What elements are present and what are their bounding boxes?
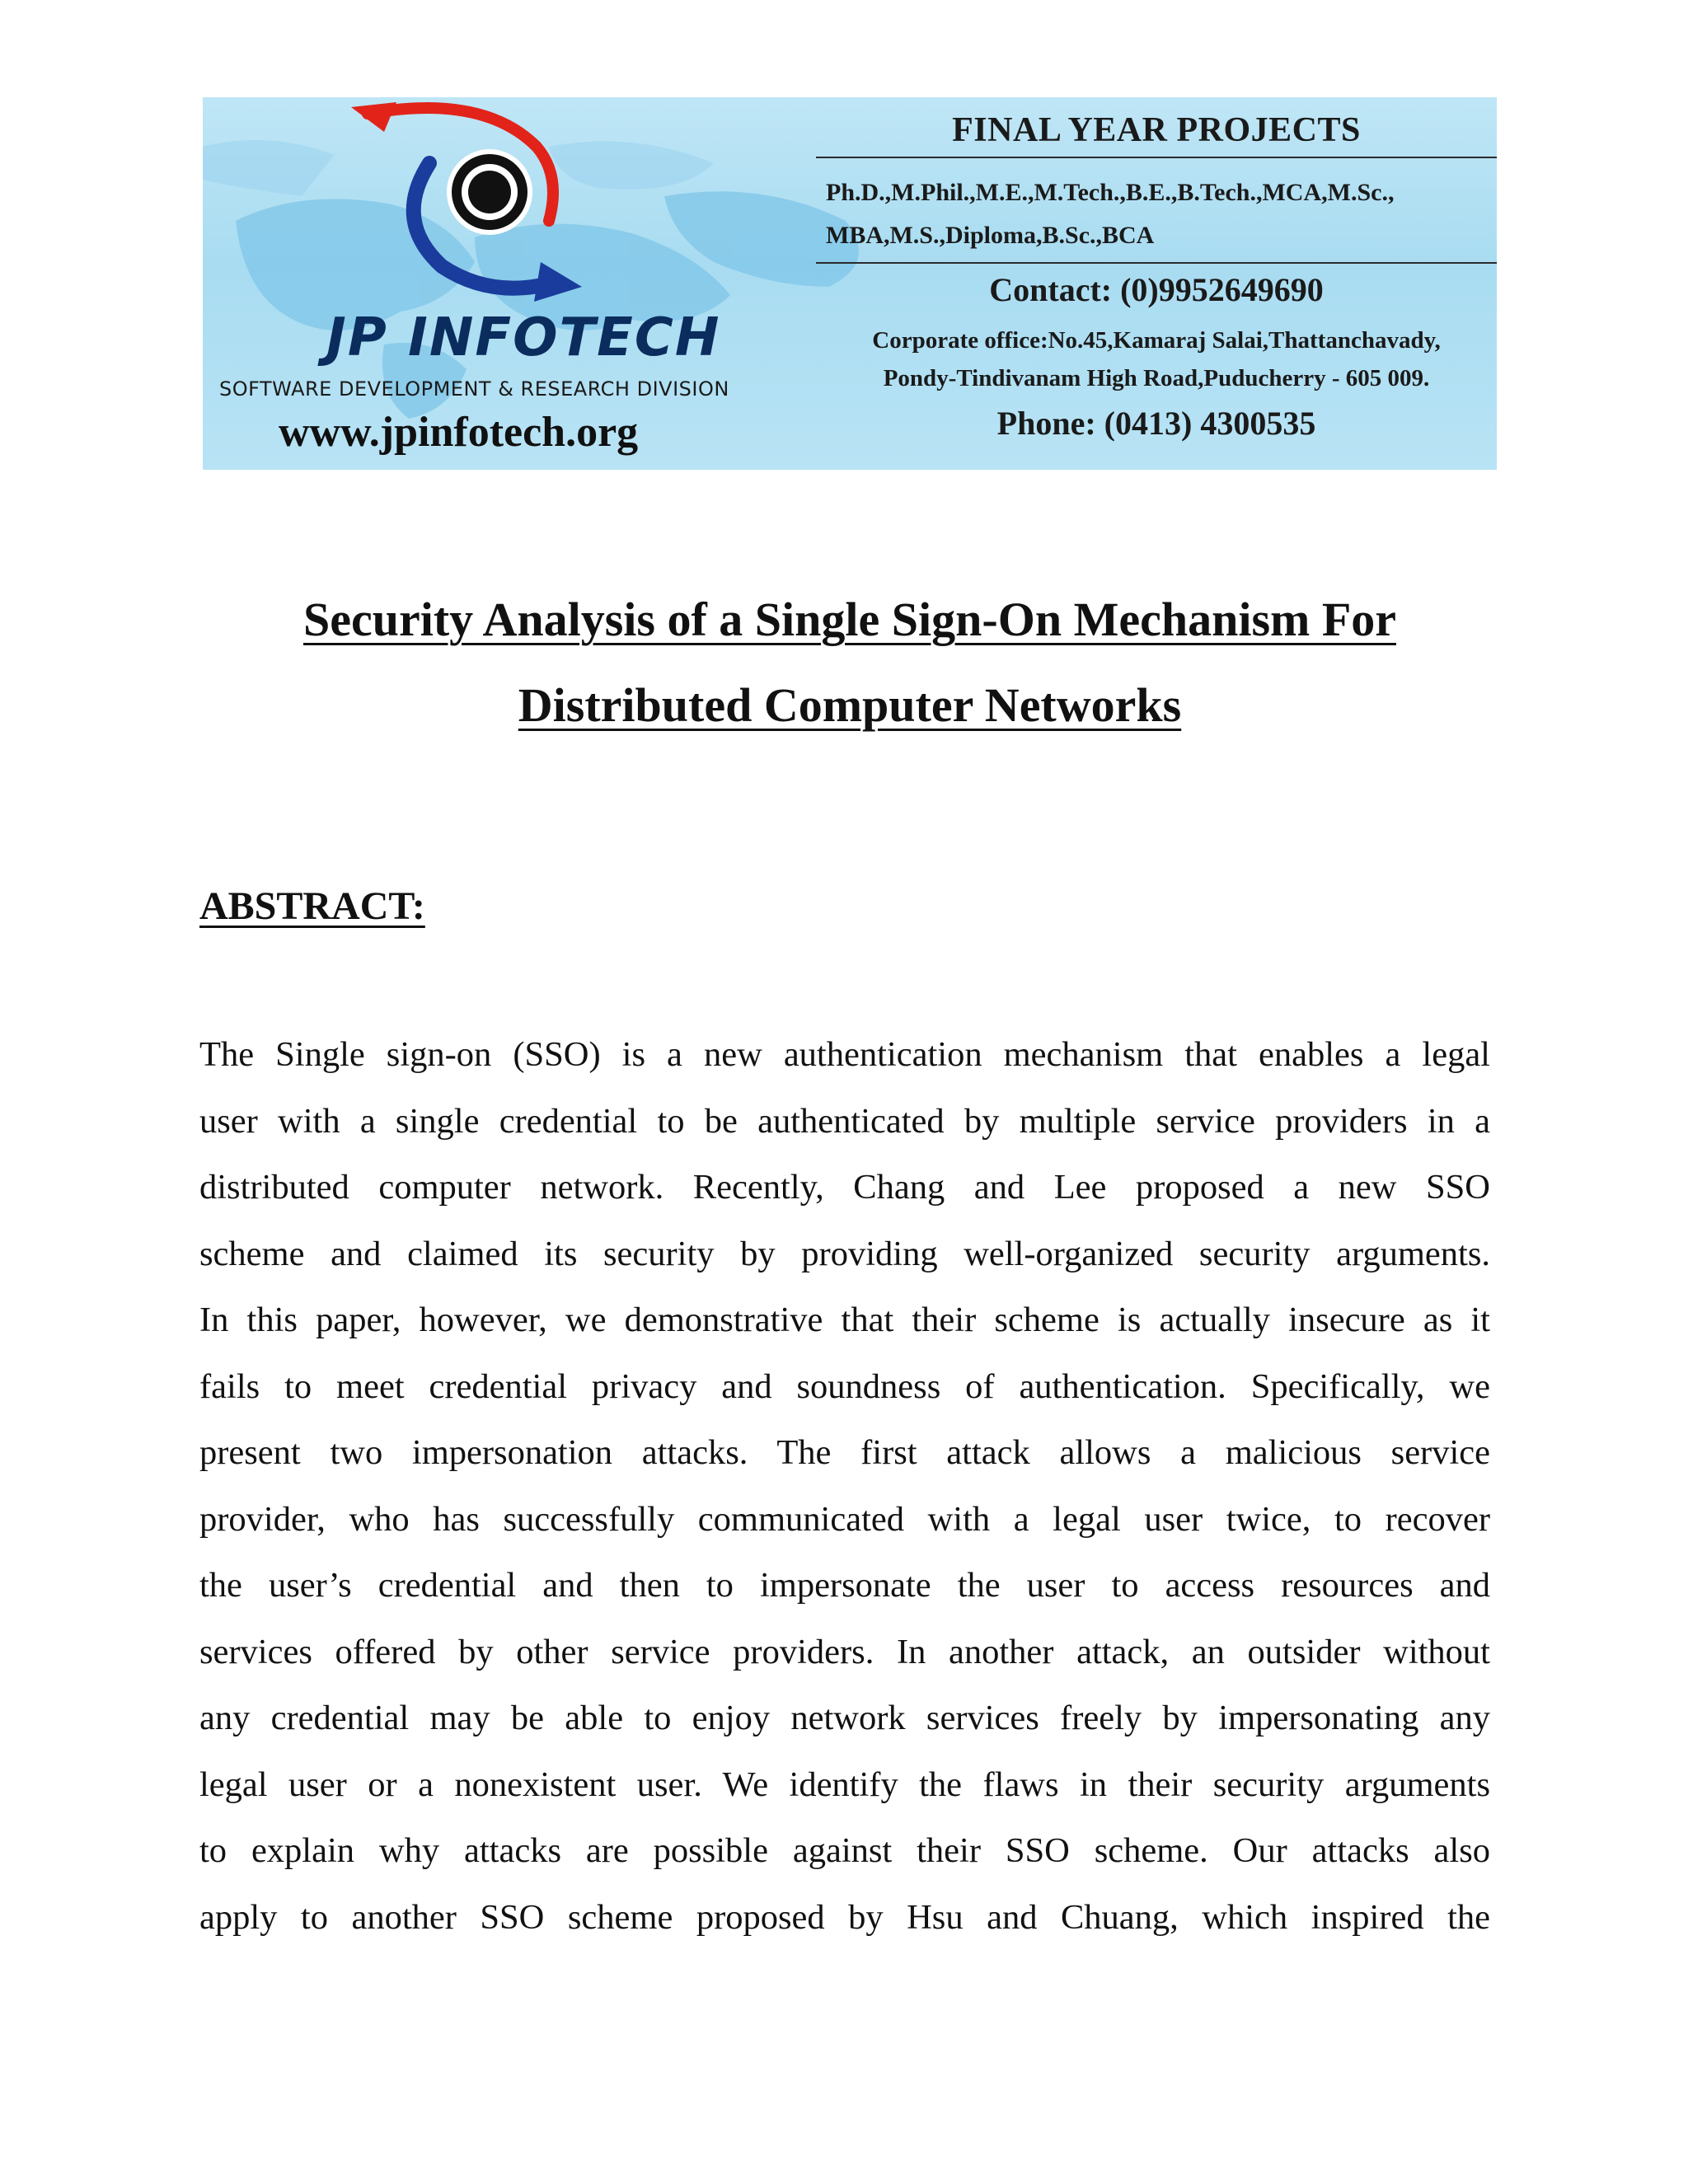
degrees-line: MBA,M.S.,Diploma,B.Sc.,BCA [826, 222, 1155, 249]
banner-contact-panel [816, 97, 1497, 470]
abstract-body [199, 1022, 1490, 1951]
abstract-line: legal user or a nonexistent user. We identify the flaws in their security arguments [199, 1765, 1490, 1804]
eye-logo-icon [318, 97, 615, 312]
abstract-line: the user’s credential and then to impersonate the user to access resources and [199, 1566, 1490, 1605]
header-banner [203, 97, 1497, 470]
banner-divider [816, 262, 1497, 264]
abstract-line: services offered by other service providers. In another attack, an outsider without [199, 1632, 1490, 1671]
banner-degrees [826, 171, 1394, 257]
abstract-line: scheme and claimed its security by providing well-organized security arguments. [199, 1234, 1490, 1273]
abstract-line: apply to another SSO scheme proposed by Hsu and Chuang, which inspired the [199, 1897, 1490, 1937]
degrees-line: Ph.D.,M.Phil.,M.E.,M.Tech.,B.E.,B.Tech.,MCA,M.Sc., [826, 179, 1395, 206]
abstract-line: fails to meet credential privacy and soundness of authentication. Specifically, we [199, 1366, 1490, 1406]
abstract-line: any credential may be able to enjoy network services freely by impersonating any [199, 1699, 1490, 1737]
banner-address [816, 321, 1497, 397]
brand-subtitle: SOFTWARE DEVELOPMENT & RESEARCH DIVISION [219, 377, 729, 401]
banner-heading: FINAL YEAR PROJECTS [952, 111, 1361, 149]
title-line: Security Analysis of a Single Sign-On Mechanism For [302, 593, 1396, 646]
page-title [203, 577, 1497, 748]
abstract-line: The Single sign-on (SSO) is a new authentication mechanism that enables a legal [199, 1035, 1490, 1074]
abstract-heading: ABSTRACT: [199, 884, 425, 928]
title-line: Distributed Computer Networks [518, 678, 1182, 732]
brand-url-link[interactable]: www.jpinfotech.org [279, 409, 639, 456]
abstract-line: In this paper, however, we demonstrative that their scheme is actually insecure as it [199, 1301, 1490, 1339]
abstract-line: to explain why attacks are possible against their SSO scheme. Our attacks also [199, 1831, 1490, 1870]
abstract-line: distributed computer network. Recently, Chang and Lee proposed a new SSO [199, 1168, 1490, 1207]
abstract-line: present two impersonation attacks. The first attack allows a malicious service [199, 1433, 1490, 1472]
brand-name: JP INFOTECH [326, 307, 721, 368]
banner-contact: Contact: (0)9952649690 [989, 271, 1324, 308]
address-line: Corporate office:No.45,Kamaraj Salai,Thattanchavady, [872, 327, 1441, 354]
abstract-line: provider, who has successfully communicated with a legal user twice, to recover [199, 1499, 1490, 1539]
address-line: Pondy-Tindivanam High Road,Puducherry - 605 009. [883, 365, 1430, 391]
banner-phone: Phone: (0413) 4300535 [996, 405, 1316, 442]
banner-divider [816, 157, 1497, 158]
abstract-line: user with a single credential to be authenticated by multiple service providers in a [199, 1101, 1490, 1141]
